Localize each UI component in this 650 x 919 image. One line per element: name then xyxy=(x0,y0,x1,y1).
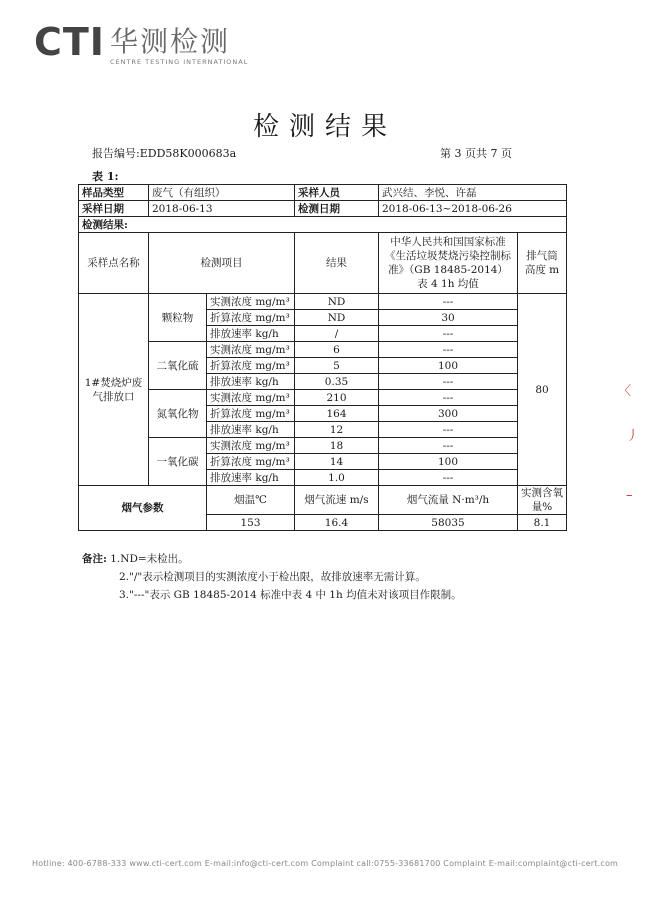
cti-logo: CTI xyxy=(34,20,105,64)
result-value: 0.35 xyxy=(295,374,379,390)
company-name-cn: 华测检测 xyxy=(110,25,231,58)
limit-value: 30 xyxy=(379,310,518,326)
stamp-mark: – xyxy=(626,488,633,503)
flue-oxygen-label: 实测含氧量% xyxy=(518,486,567,515)
stamp-mark: 〈 xyxy=(618,384,632,399)
flue-label-row xyxy=(79,486,567,515)
sample-date-value: 2018-06-13 xyxy=(149,201,295,217)
sample-type-value: 废气（有组织） xyxy=(149,185,295,201)
limit-value: --- xyxy=(379,390,518,406)
col-point: 采样点名称 xyxy=(79,233,149,294)
company-name-en: CENTRE TESTING INTERNATIONAL xyxy=(110,58,249,66)
header-row xyxy=(79,233,567,294)
item-name: 实测浓度 mg/m³ xyxy=(207,342,295,358)
point-name-l1: 1#焚烧炉废 xyxy=(84,376,143,389)
notes xyxy=(82,550,462,604)
flue-flow: 58035 xyxy=(379,515,518,531)
limit-value: --- xyxy=(379,374,518,390)
limit-value: 100 xyxy=(379,358,518,374)
report-number xyxy=(92,145,236,161)
result-value: 14 xyxy=(295,454,379,470)
flue-speed-label: 烟气流速 m/s xyxy=(295,486,379,515)
report-number-label: 报告编号: xyxy=(92,147,140,160)
limit-value: --- xyxy=(379,294,518,310)
measure-row xyxy=(79,390,567,406)
note-2: 2."/"表示检测项目的实测浓度小于检出限，故排放速率无需计算。 xyxy=(119,571,426,583)
measure-row xyxy=(79,294,567,310)
col-result: 结果 xyxy=(295,233,379,294)
col-height-l1: 排气筒 xyxy=(526,250,558,262)
result-label-row xyxy=(79,217,567,233)
pollutant-name: 氮氧化物 xyxy=(149,390,207,438)
page-title: 检测结果 xyxy=(252,112,397,142)
table-label: 表 1: xyxy=(92,170,119,183)
measure-row xyxy=(79,342,567,358)
result-value: 18 xyxy=(295,438,379,454)
result-value: ND xyxy=(295,310,379,326)
limit-value: 300 xyxy=(379,406,518,422)
col-height-l2: 高度 m xyxy=(524,264,560,276)
info-row-1 xyxy=(79,185,567,201)
page-info: 第 3 页共 7 页 xyxy=(440,147,512,160)
col-item: 检测项目 xyxy=(149,233,295,294)
pollutant-name: 一氧化碳 xyxy=(149,438,207,486)
flue-oxygen: 8.1 xyxy=(518,515,567,531)
footer-contact: Hotline: 400-6788-333 www.cti-cert.com E-mail:info@cti-cert.com Complaint call:0755-33681700 Complaint E-mail:complaint@cti-cert.com xyxy=(32,859,619,868)
note-1: 1.ND=未检出。 xyxy=(110,553,189,565)
result-value: ND xyxy=(295,294,379,310)
item-name: 折算浓度 mg/m³ xyxy=(207,310,295,326)
item-name: 排放速率 kg/h xyxy=(207,326,295,342)
result-value: 6 xyxy=(295,342,379,358)
sampler-value: 武兴结、李悦、许磊 xyxy=(379,185,567,201)
col-standard-l3: 准》（GB 18485-2014） xyxy=(388,264,508,276)
measure-row xyxy=(79,438,567,454)
limit-value: --- xyxy=(379,438,518,454)
item-name: 排放速率 kg/h xyxy=(207,422,295,438)
flue-speed: 16.4 xyxy=(295,515,379,531)
result-value: / xyxy=(295,326,379,342)
pollutant-name: 颗粒物 xyxy=(149,294,207,342)
info-row-2 xyxy=(79,201,567,217)
test-date-label: 检测日期 xyxy=(295,201,379,217)
sample-date-label: 采样日期 xyxy=(79,201,149,217)
stamp-mark: 丿 xyxy=(626,429,640,444)
limit-value: --- xyxy=(379,470,518,486)
pollutant-name: 二氧化硫 xyxy=(149,342,207,390)
sampler-label: 采样人员 xyxy=(295,185,379,201)
col-standard xyxy=(379,233,518,294)
col-height xyxy=(518,233,567,294)
flue-flow-label: 烟气流量 N·m³/h xyxy=(379,486,518,515)
result-label: 检测结果: xyxy=(79,217,567,233)
flue-temp-label: 烟温℃ xyxy=(207,486,295,515)
limit-value: --- xyxy=(379,422,518,438)
result-value: 5 xyxy=(295,358,379,374)
item-name: 折算浓度 mg/m³ xyxy=(207,454,295,470)
col-standard-l4: 表 4 1h 均值 xyxy=(417,278,479,290)
note-3: 3."---"表示 GB 18485-2014 标准中表 4 中 1h 均值未对该项目作限制。 xyxy=(119,589,462,601)
item-name: 折算浓度 mg/m³ xyxy=(207,358,295,374)
limit-value: --- xyxy=(379,342,518,358)
item-name: 排放速率 kg/h xyxy=(207,470,295,486)
notes-label: 备注: xyxy=(82,553,107,565)
flue-label: 烟气参数 xyxy=(79,486,207,531)
test-date-value: 2018-06-13~2018-06-26 xyxy=(379,201,567,217)
item-name: 排放速率 kg/h xyxy=(207,374,295,390)
point-name xyxy=(79,294,149,486)
result-value: 12 xyxy=(295,422,379,438)
results-table xyxy=(78,184,567,531)
limit-value: --- xyxy=(379,326,518,342)
stack-height: 80 xyxy=(518,294,567,486)
limit-value: 100 xyxy=(379,454,518,470)
report-number-value: EDD58K000683a xyxy=(139,147,237,160)
result-value: 210 xyxy=(295,390,379,406)
result-value: 1.0 xyxy=(295,470,379,486)
col-standard-l1: 中华人民共和国国家标准 xyxy=(390,236,506,248)
flue-temp: 153 xyxy=(207,515,295,531)
item-name: 实测浓度 mg/m³ xyxy=(207,390,295,406)
sample-type-label: 样品类型 xyxy=(79,185,149,201)
point-name-l2: 气排放口 xyxy=(92,390,135,403)
result-value: 164 xyxy=(295,406,379,422)
col-standard-l2: 《生活垃圾焚烧污染控制标 xyxy=(385,250,511,262)
item-name: 实测浓度 mg/m³ xyxy=(207,294,295,310)
item-name: 折算浓度 mg/m³ xyxy=(207,406,295,422)
item-name: 实测浓度 mg/m³ xyxy=(207,438,295,454)
